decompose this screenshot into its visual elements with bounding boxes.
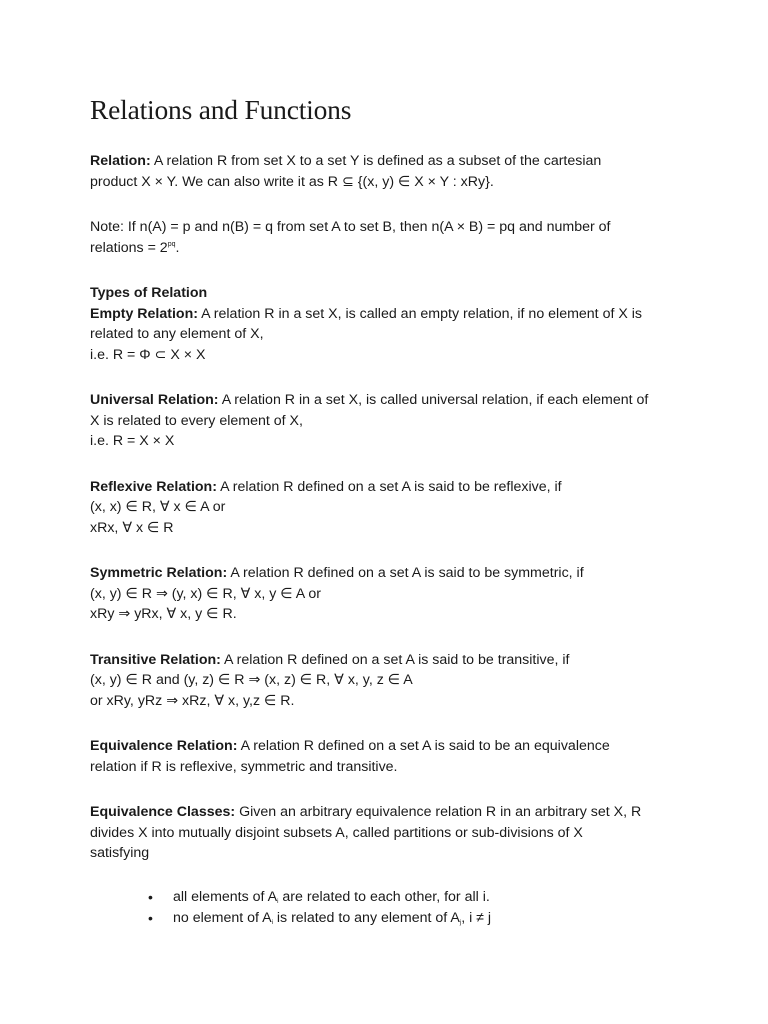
- transitive-relation: [90, 650, 690, 712]
- reflexive-relation: [90, 477, 690, 539]
- equivalence-classes-line2: divides X into mutually disjoint subsets A, called partitions or sub-divisions of X: [90, 824, 583, 841]
- page-title: Relations and Functions: [90, 94, 352, 125]
- empty-relation-label: Empty Relation:: [90, 305, 198, 322]
- relation-text-line1: A relation R from set X to a set Y is defined as a subset of the cartesian: [153, 153, 602, 169]
- bullet2-text-end: , i ≠ j: [461, 909, 492, 926]
- symmetric-relation-line3: xRy ⇒ yRx, ∀ x, y ∈ R.: [90, 606, 237, 622]
- transitive-relation-line2: (x, y) ∈ R and (y, z) ∈ R ⇒ (x, z) ∈ R, ∀ x, y, z ∈ A: [90, 672, 413, 688]
- reflexive-relation-line1: A relation R defined on a set A is said to be reflexive, if: [220, 478, 562, 495]
- equivalence-classes-list: [90, 887, 690, 929]
- equivalence-relation-line1: A relation R defined on a set A is said to be an equivalence: [240, 738, 610, 754]
- symmetric-relation-line2: (x, y) ∈ R ⇒ (y, x) ∈ R, ∀ x, y ∈ A or: [90, 585, 322, 602]
- equivalence-relation-line2: relation if R is reflexive, symmetric and transitive.: [90, 758, 398, 775]
- note-line2-end: .: [175, 239, 180, 256]
- relation-text-line2: product X × Y. We can also write it as R ⊆ {(x, y) ∈ X × Y : xRy}.: [90, 173, 494, 190]
- universal-relation-label: Universal Relation:: [90, 392, 219, 408]
- bullet2-text-mid: is related to any element of A: [272, 909, 460, 926]
- bullet1-subscript: i: [277, 898, 279, 905]
- bullet2-subscript-i: i: [271, 919, 273, 926]
- types-heading: Types of Relation: [90, 285, 208, 301]
- symmetric-relation-line1: A relation R defined on a set A is said to be symmetric, if: [230, 565, 584, 581]
- bullet1-text-end: are related to each other, for all i.: [278, 888, 490, 905]
- bullet-icon: •: [148, 888, 153, 905]
- list-item: [148, 887, 690, 908]
- symmetric-relation: [90, 563, 690, 625]
- note-line1: Note: If n(A) = p and n(B) = q from set A to set B, then n(A × B) = pq and number of: [90, 219, 611, 235]
- symmetric-relation-label: Symmetric Relation:: [90, 565, 228, 581]
- equivalence-classes: [90, 802, 690, 864]
- empty-relation-line2: related to any element of X,: [90, 326, 264, 342]
- note-line2: relations = 2: [90, 239, 168, 256]
- universal-relation-line3: i.e. R = X × X: [90, 433, 175, 449]
- bullet-icon: •: [148, 909, 153, 926]
- types-section: [90, 283, 690, 365]
- equivalence-classes-label: Equivalence Classes:: [90, 804, 236, 820]
- transitive-relation-label: Transitive Relation:: [90, 651, 221, 668]
- equivalence-classes-line3: satisfying: [90, 845, 150, 861]
- equivalence-classes-line1: Given an arbitrary equivalence relation R in an arbitrary set X, R: [239, 804, 642, 820]
- note-exponent: pq: [167, 240, 176, 248]
- equivalence-relation: [90, 736, 690, 777]
- bullet1-text: all elements of A: [173, 888, 278, 905]
- relation-definition: [90, 151, 690, 192]
- empty-relation-line1: A relation R in a set X, is called an empty relation, if no element of X is: [201, 305, 642, 322]
- reflexive-relation-label: Reflexive Relation:: [90, 478, 217, 495]
- bullet2-text: no element of A: [173, 909, 272, 926]
- list-item: [148, 908, 690, 929]
- transitive-relation-line3: or xRy, yRz ⇒ xRz, ∀ x, y,z ∈ R.: [90, 692, 295, 709]
- note-paragraph: [90, 217, 690, 258]
- bullet2-subscript-j: j: [459, 919, 462, 926]
- relation-label: Relation:: [90, 153, 151, 169]
- document-page: [90, 92, 690, 929]
- transitive-relation-line1: A relation R defined on a set A is said to be transitive, if: [224, 651, 570, 668]
- empty-relation-line3: i.e. R = Φ ⊂ X × X: [90, 346, 206, 363]
- universal-relation-line2: X is related to every element of X,: [90, 412, 303, 429]
- equivalence-relation-label: Equivalence Relation:: [90, 738, 238, 754]
- reflexive-relation-line2: (x, x) ∈ R, ∀ x ∈ A or: [90, 499, 226, 515]
- universal-relation: [90, 390, 690, 452]
- universal-relation-line1: A relation R in a set X, is called universal relation, if each element of: [221, 392, 649, 408]
- reflexive-relation-line3: xRx, ∀ x ∈ R: [90, 519, 174, 536]
